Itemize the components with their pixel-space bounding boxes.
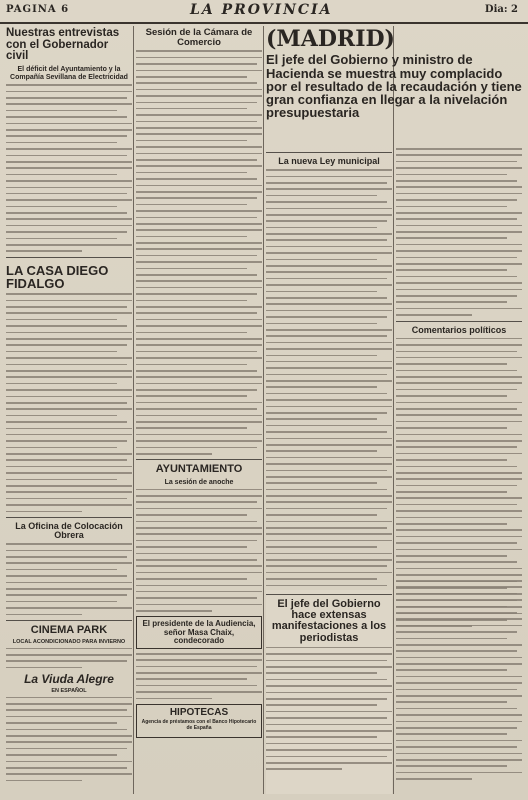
headline-ayuntamiento: AYUNTAMIENTO [155, 463, 243, 476]
viuda-subtitle: EN ESPAÑOL [51, 688, 87, 695]
headline-camara-comercio: Sesión de la Cámara de Comercio [145, 27, 253, 48]
section-rule [6, 257, 132, 258]
column-1 [6, 26, 132, 794]
article-body [6, 84, 132, 252]
headline-governor: Nuestras entrevistas con el Gobernador civil [6, 27, 120, 63]
page-number: PAGINA 6 [6, 4, 70, 15]
hipotecas-subtitle: Agencia de préstamos con el Banco Hipotecario de España [141, 719, 257, 731]
article-body [6, 293, 132, 512]
article-body [266, 647, 392, 770]
section-rule [136, 459, 262, 460]
hipotecas-ad [136, 704, 262, 738]
headline-audiencia: El presidente de la Audiencia, señor Masa Chaix, condecorado [142, 619, 256, 645]
section-rule [6, 620, 132, 621]
ayuntamiento-subheadline: La sesión de anoche [164, 478, 234, 486]
headline-viuda-alegre: La Viuda Alegre [24, 672, 114, 687]
section-rule [266, 152, 392, 153]
subheadline-deficit: El déficit del Ayuntamiento y la Compañía Sevillana de Electricidad [10, 66, 128, 82]
section-rule [6, 517, 132, 518]
article-body [136, 489, 262, 612]
article-body [6, 648, 132, 669]
headline-madrid: (MADRID) [266, 26, 395, 52]
article-body [136, 50, 262, 454]
column-2 [136, 26, 262, 794]
section-rule [396, 321, 522, 322]
headline-hipotecas: HIPOTECAS [169, 707, 229, 719]
headline-cinema-park: CINEMA PARK [30, 624, 108, 636]
issue-date: Dia: 2 [484, 4, 518, 15]
column-4-lower [396, 580, 522, 794]
section-rule [266, 594, 392, 595]
headline-declaraciones: El jefe del Gobierno hace extensas manifestaciones a los periodistas [271, 598, 387, 644]
article-body [6, 697, 132, 782]
masthead [0, 0, 528, 24]
column-divider [263, 26, 264, 794]
column-3-lower [266, 590, 392, 794]
headline-ley-municipal: La nueva Ley municipal [278, 156, 380, 166]
article-body [136, 653, 262, 699]
headline-diego-fidalgo: LA CASA DIEGO FIDALGO [6, 262, 109, 292]
audiencia-box [136, 616, 262, 648]
headline-oficina-colocacion: La Oficina de Colocación Obrera [15, 520, 123, 541]
article-body [6, 543, 132, 615]
newspaper-name: LA PROVINCIA [190, 2, 333, 18]
headline-comentarios: Comentarios políticos [411, 324, 507, 335]
article-body [396, 580, 522, 780]
article-body [396, 148, 522, 316]
cinema-subtitle: LOCAL ACONDICIONADO PARA INVIERNO [12, 639, 126, 646]
column-divider [133, 26, 134, 794]
main-headline: El jefe del Gobierno y ministro de Hacienda se muestra muy complacido por el resultado de la recaudación y tiene gran confianza en llegar a la nivelación presupuestaria [266, 52, 522, 121]
